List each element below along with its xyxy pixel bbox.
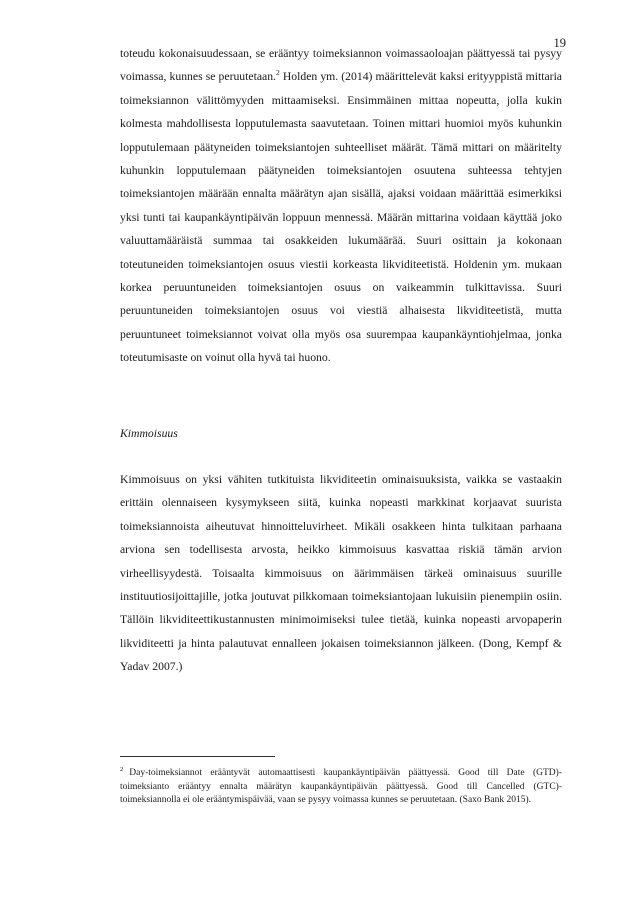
footnote-text: Day-toimeksiannot erääntyvät automaattisesti kaupankäyntipäivän päättyessä. Good till Date (GTD)- toimeksianto erääntyy ennalta määrätyn kaupankäyntipäivän päättyessä. Good till Cancelled (GTC)- toimeksiannolla ei ole erääntymispäivää, vaan se pysyy voimassa kunnes se peruutetaan. (Saxo Bank 2015). — [120, 768, 562, 805]
paragraph-text — [120, 42, 562, 370]
body-paragraph-1 — [120, 42, 562, 370]
paragraph-text-part-2: Holden ym. (2014) määrittelevät kaksi erityyppistä mittaria toimeksiannon välittömyyden mittaamiseksi. Ensimmäinen mittaa nopeutta, jolla kukin kolmesta mahdollisesta lopputulemasta saavutetaan. Toinen mittari huomioi myös kuhunkin lopputulemaan päätyneiden toimeksiantojen suhteelliset määrät. Tämä mittari on määritelty kuhunkin lopputulemaan päätyneiden toimeksiantojen osuutena suhteessa tehtyjen toimeksiantojen määrään ennalta määrätyn ajan sisällä, ajaksi voidaan määrittää esimerkiksi yksi tunti tai kaupankäyntipäivän loppuun mennessä. Määrän mittarina voidaan käyttää joko valuuttamääräistä summaa tai osakkeiden lukumäärää. Suuri osittain ja kokonaan toteutuneiden toimeksiantojen osuus viestii korkeasta likviditeetistä. Holdenin ym. mukaan korkea peruuntuneiden toimeksiantojen osuus on vaikeammin tulkittavissa. Suuri peruuntuneiden toimeksiantojen osuus voi viestiä alhaisesta likviditeetistä, mutta peruuntuneet toimeksiannot voivat olla myös osa suurempaa kaupankäyntiohjelmaa, jonka toteutumisaste on voinut olla hyvä tai huono. — [120, 70, 562, 365]
section-heading: Kimmoisuus — [120, 427, 178, 440]
section-paragraph-text: Kimmoisuus on yksi vähiten tutkituista likviditeetin ominaisuuksista, vaikka se vastaakin erittäin olennaiseen kysymykseen siitä, kuinka nopeasti markkinat korjaavat suurista toimeksiannoista aiheutuvat hinnoitteluvirheet. Mikäli osakkeen hinta tulkitaan parhaana arviona sen todellisesta arvosta, heikko kimmoisuus kasvattaa riskiä tämän arvion virheellisyydestä. Toisaalta kimmoisuus on äärimmäisen tärkeä ominaisuus suurille instituutiosijoittajille, jotka joutuvat pilkkomaan toimeksiantojaan lukuisiin pienempiin osiin. Tällöin likviditeettikustannusten minimoimiseksi tulee tietää, kuinka nopeasti arvopaperin likviditeetti ja hinta palautuvat ennalleen jokaisen toimeksiannon jälkeen. (Dong, Kempf & Yadav 2007.) — [120, 473, 562, 674]
body-paragraph-2 — [120, 468, 562, 679]
footnote-reference[interactable]: 2 — [275, 68, 280, 78]
page-number: 19 — [553, 36, 566, 50]
paragraph-text-part-1: toteudu kokonaisuudessaan, se erääntyy toimeksiannon voimassaoloajan päättyessä tai pysyy voimassa, kunnes se peruutetaan. — [120, 47, 562, 84]
footnote-text-block — [120, 767, 562, 808]
footnote-mark: 2 — [120, 765, 124, 773]
footnote — [120, 767, 562, 808]
footnote-divider — [120, 756, 275, 757]
